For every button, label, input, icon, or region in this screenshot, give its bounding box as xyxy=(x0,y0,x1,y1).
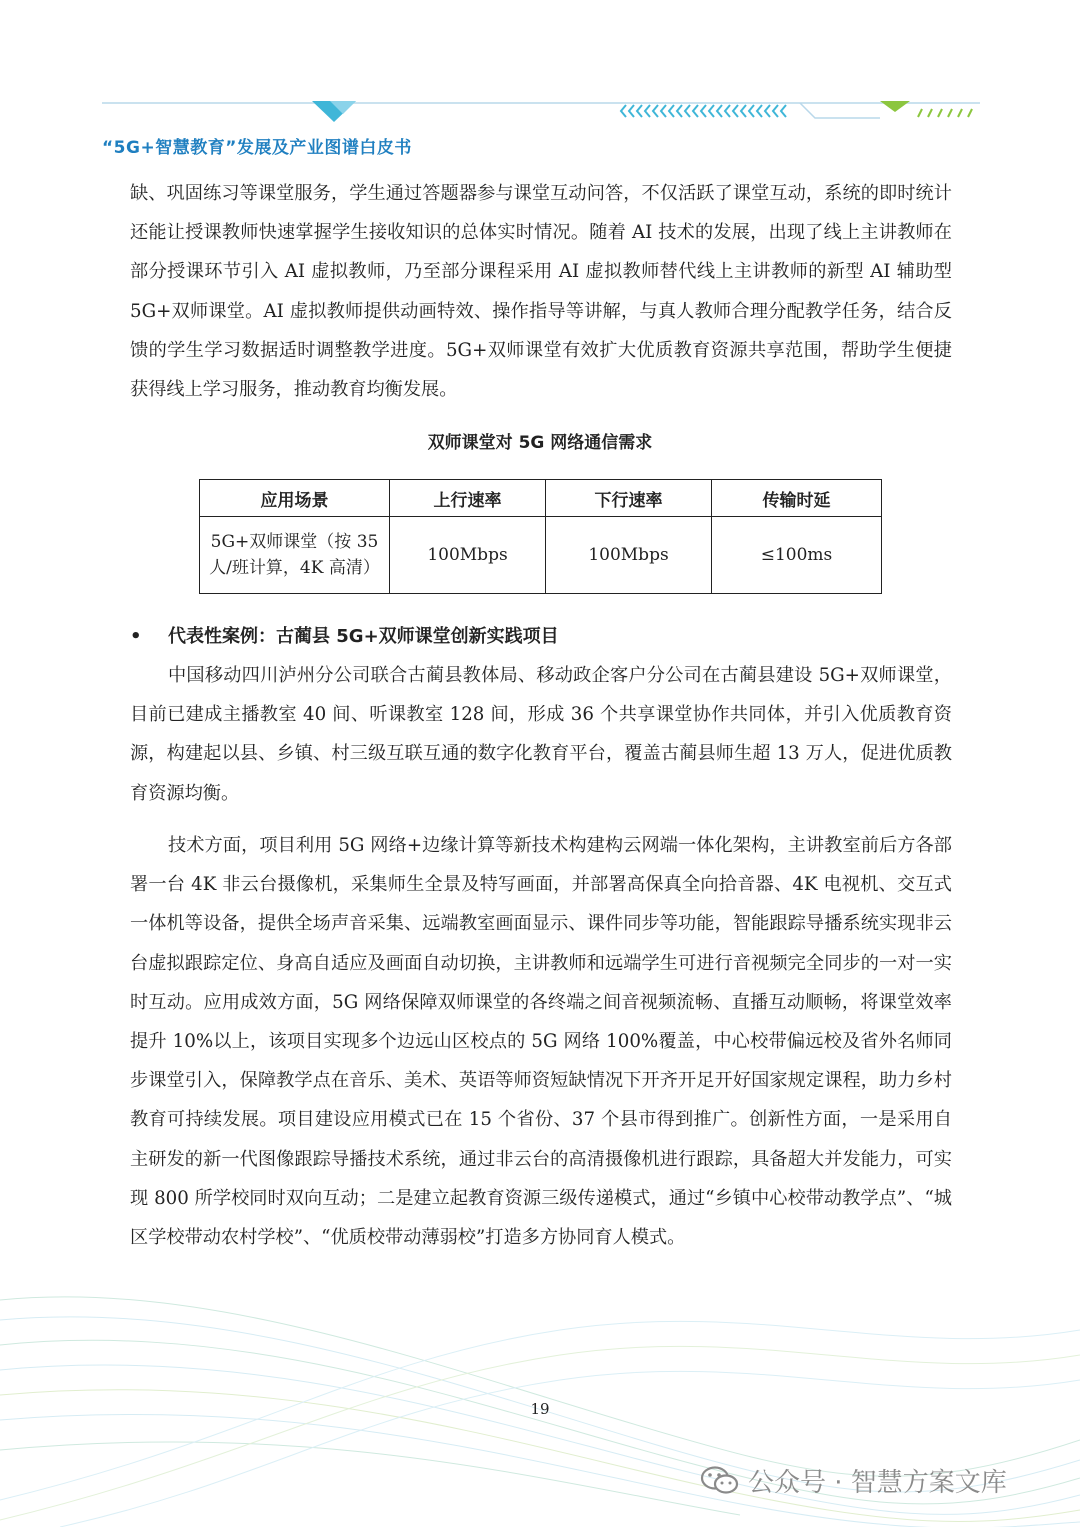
table-cell-downlink: 100Mbps xyxy=(546,517,712,594)
table-cell-latency: ≤100ms xyxy=(712,517,882,594)
table-cell-uplink: 100Mbps xyxy=(390,517,546,594)
table-cell-scenario: 5G+双师课堂（按 35 人/班计算，4K 高清） xyxy=(200,517,390,594)
wechat-icon xyxy=(700,1465,740,1497)
page-number: 19 xyxy=(530,1400,550,1418)
table-row xyxy=(200,517,882,594)
table-header-cell: 下行速率 xyxy=(546,480,712,517)
case-paragraph-1: 中国移动四川泸州分公司联合古蔺县教体局、移动政企客户分公司在古蔺县建设 5G+双师课堂，目前已建成主播教室 40 间、听课教室 128 间，形成 36 个共享课堂协作共同体，并引入优质教育资源，构建起以县、乡镇、村三级互联互通的数字化教育平台，覆盖古蔺县师生超 13 万人，促进优质教育资源均衡。 xyxy=(130,665,952,804)
case-heading-row xyxy=(130,622,559,648)
table-header-row xyxy=(200,480,882,517)
table-header-cell: 传输时延 xyxy=(712,480,882,517)
document-header-title: “5G+智慧教育”发展及产业图谱白皮书 xyxy=(102,138,412,158)
header-decoration xyxy=(0,0,1080,130)
table-title: 双师课堂对 5G 网络通信需求 xyxy=(427,433,653,453)
bullet-marker: • xyxy=(130,626,142,647)
intro-paragraph: 缺、巩固练习等课堂服务，学生通过答题器参与课堂互动问答，不仅活跃了课堂互动，系统的即时统计还能让授课教师快速掌握学生接收知识的总体实时情况。随着 AI 技术的发展，出现了线上主讲教师在部分授课环节引入 AI 虚拟教师，乃至部分课程采用 AI 虚拟教师替代线上主讲教师的新型 AI 辅助型 5G+双师课堂。AI 虚拟教师提供动画特效、操作指导等讲解，与真人教师合理分配教学任务，结合反馈的学生学习数据适时调整教学进度。5G+双师课堂有效扩大优质教育资源共享范围，帮助学生便捷获得线上学习服务，推动教育均衡发展。 xyxy=(130,183,952,401)
network-requirements-table xyxy=(199,479,882,594)
watermark xyxy=(700,1462,1007,1499)
case-paragraph-2: 技术方面，项目利用 5G 网络+边缘计算等新技术构建构云网端一体化架构，主讲教室前后方各部署一台 4K 非云台摄像机，采集师生全景及特写画面，并部署高保真全向拾音器、4K 电视机、交互式一体机等设备，提供全场声音采集、远端教室画面显示、课件同步等功能，智能跟踪导播系统实现非云台虚拟跟踪定位、身高自适应及画面自动切换，主讲教师和远端学生可进行音视频完全同步的一对一实时互动。应用成效方面，5G 网络保障双师课堂的各终端之间音视频流畅、直播互动顺畅，将课堂效率提升 10%以上，该项目实现多个边远山区校点的 5G 网络 100%覆盖，中心校带偏远校及省外名师同步课堂引入，保障教学点在音乐、美术、英语等师资短缺情况下开齐开足开好国家规定课程，助力乡村教育可持续发展。项目建设应用模式已在 15 个省份、37 个县市得到推广。创新性方面，一是采用自主研发的新一代图像跟踪导播技术系统，通过非云台的高清摄像机进行跟踪，具备超大并发能力，可实现 800 所学校同时双向互动；二是建立起教育资源三级传递模式，通过“乡镇中心校带动教学点”、“城区学校带动农村学校”、“优质校带动薄弱校”打造多方协同育人模式。 xyxy=(130,835,952,1249)
watermark-text: 公众号 · 智慧方案文库 xyxy=(748,1468,1007,1498)
table-header-cell: 应用场景 xyxy=(200,480,390,517)
case-heading: 代表性案例：古蔺县 5G+双师课堂创新实践项目 xyxy=(168,626,559,647)
table-header-cell: 上行速率 xyxy=(390,480,546,517)
